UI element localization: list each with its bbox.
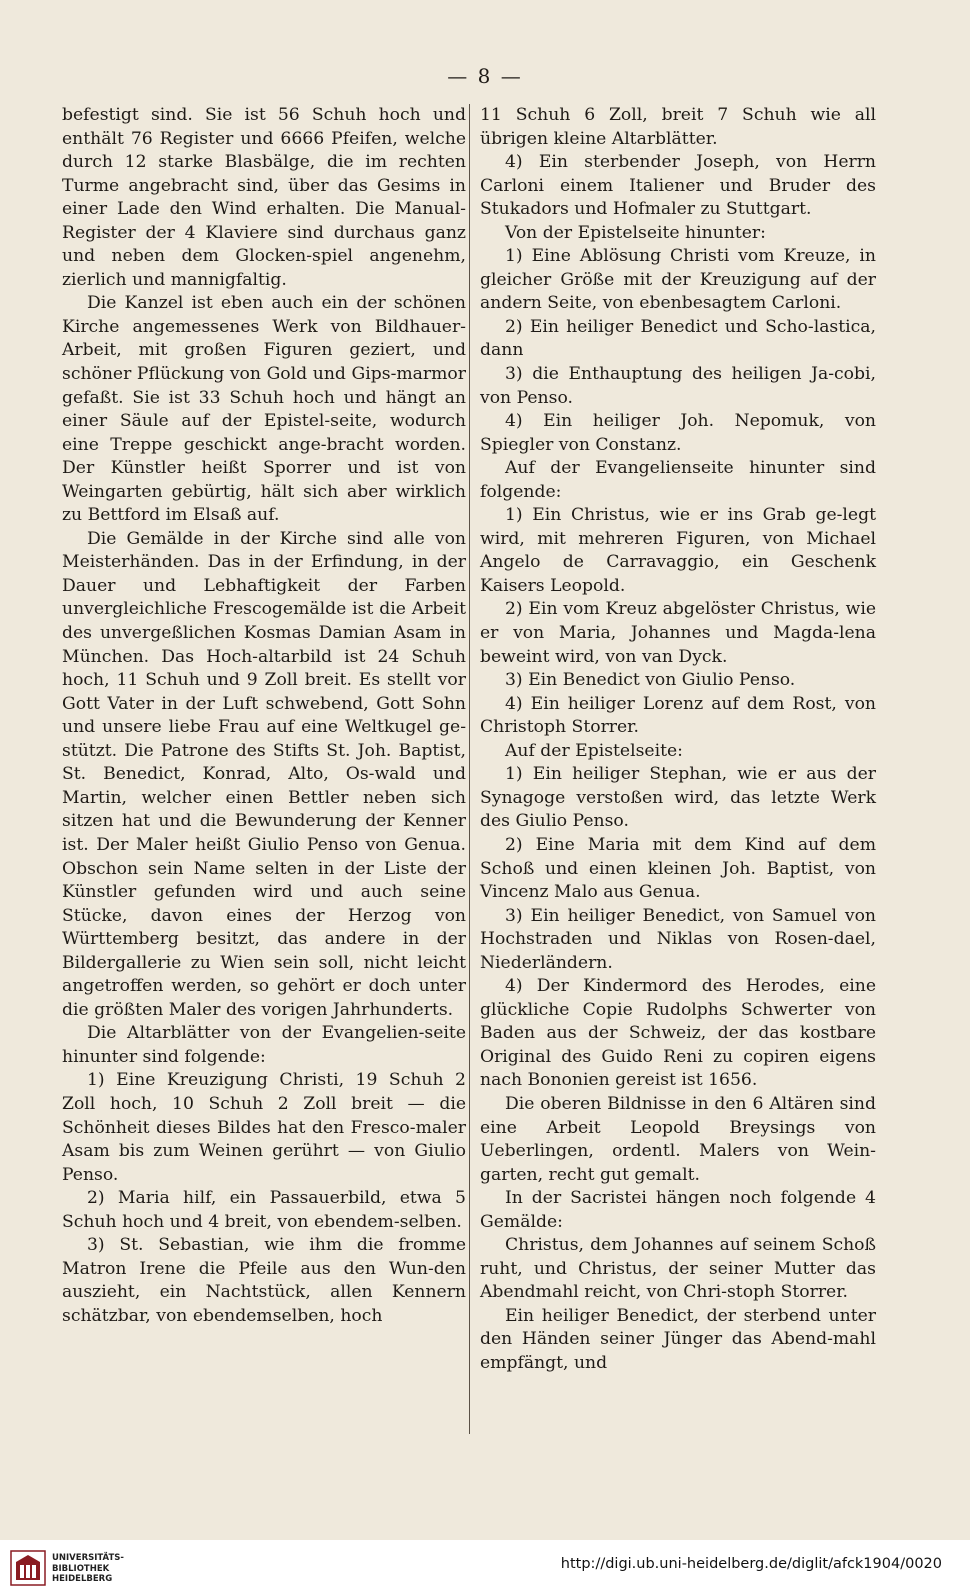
paragraph: 4) Ein heiliger Lorenz auf dem Rost, von Christoph Storrer.: [480, 693, 876, 738]
paragraph: 4) Der Kindermord des Herodes, eine glückliche Copie Rudolphs Schwerter von Baden aus der Schweiz, der das kostbare Original des Guido Reni zu copiren eigens nach Bononien gereist ist 1656.: [480, 976, 876, 1091]
paragraph: 1) Eine Ablösung Christi vom Kreuze, in gleicher Größe mit der Kreuzigung auf der andern Seite, von ebenbesagtem Carloni.: [480, 246, 876, 314]
paragraph: 2) Maria hilf, ein Passauerbild, etwa 5 Schuh hoch und 4 breit, von ebendem-selben.: [62, 1188, 466, 1232]
paragraph: 3) Ein heiliger Benedict, von Samuel von Hochstraden und Niklas von Rosen-dael, Niederländern.: [480, 905, 876, 973]
paragraph: 2) Ein vom Kreuz abgelöster Christus, wie er von Maria, Johannes und Magda-lena beweint wird, von van Dyck.: [480, 599, 876, 667]
paragraph: Christus, dem Johannes auf seinem Schoß ruht, und Christus, der seiner Mutter das Abendmahl reicht, von Chri-stoph Storrer.: [480, 1235, 876, 1303]
paragraph: 1) Eine Kreuzigung Christi, 19 Schuh 2 Zoll hoch, 10 Schuh 2 Zoll breit — die Schönheit dieses Bildes hat den Fresco-maler Asam bis zum Weinen gerührt — von Giulio Penso.: [62, 1070, 466, 1185]
paragraph: befestigt sind. Sie ist 56 Schuh hoch und enthält 76 Register und 6666 Pfeifen, welche durch 12 starke Blasbälge, die im rechten Turme angebracht sind, über das Gesims in einer Lade den Wind erhalten. Die Manual-Register der 4 Klaviere sind durchaus ganz und neben dem Glocken-spiel angenehm, zierlich und mannigfaltig.: [62, 105, 466, 290]
left-text-column: [62, 104, 466, 1328]
paragraph: 2) Eine Maria mit dem Kind auf dem Schoß und einen kleinen Joh. Baptist, von Vincenz Malo aus Genua.: [480, 834, 876, 903]
page-number: — 8 —: [447, 64, 523, 88]
paragraph: Die Kanzel ist eben auch ein der schönen Kirche angemessenes Werk von Bildhauer-Arbeit, mit großen Figuren geziert, und schöner Pflückung von Gold und Gips-marmor gefaßt. Sie ist 33 Schuh hoch und hängt an einer Säule auf der Epistel-seite, wodurch eine Treppe geschickt ange-bracht worden. Der Künstler heißt Sporrer und ist von Weingarten gebürtig, hält sich aber wirklich zu Bettford im Elsaß auf.: [62, 293, 466, 526]
paragraph: Auf der Evangelienseite hinunter sind folgende:: [480, 458, 876, 502]
paragraph: 1) Ein heiliger Stephan, wie er aus der Synagoge verstoßen wird, das letzte Werk des Giulio Penso.: [480, 764, 876, 832]
source-url-link[interactable]: http://digi.ub.uni-heidelberg.de/diglit/afck1904/0020: [560, 1556, 942, 1572]
paragraph: 4) Ein heiliger Joh. Nepomuk, von Spiegler von Constanz.: [480, 411, 876, 455]
paragraph: Auf der Epistelseite:: [505, 740, 683, 761]
paragraph: 11 Schuh 6 Zoll, breit 7 Schuh wie all übrigen kleine Altarblätter.: [480, 105, 876, 149]
paragraph: 4) Ein sterbender Joseph, von Herrn Carloni einem Italiener und Bruder des Stukadors und Hofmaler zu Stuttgart.: [480, 152, 876, 220]
column-divider: [469, 104, 470, 1434]
paragraph: 3) St. Sebastian, wie ihm die fromme Matron Irene die Pfeile aus den Wun-den auszieht, ein Nachtstück, allen Kennern schätzbar, von ebendemselben, hoch: [62, 1235, 466, 1326]
logo-line-1: UNIVERSITÄTS-: [52, 1553, 124, 1563]
logo-line-3: HEIDELBERG: [52, 1574, 113, 1584]
paragraph: In der Sacristei hängen noch folgende 4 Gemälde:: [480, 1188, 876, 1232]
paragraph: 1) Ein Christus, wie er ins Grab ge-legt wird, mit mehreren Figuren, von Michael Angelo de Carravaggio, ein Geschenk Kaisers Leopold.: [480, 505, 876, 596]
paragraph: 3) die Enthauptung des heiligen Ja-cobi, von Penso.: [480, 364, 876, 408]
paragraph: Von der Epistelseite hinunter:: [505, 222, 766, 243]
paragraph: Die Gemälde in der Kirche sind alle von Meisterhänden. Das in der Erfindung, in der Dauer und Lebhaftigkeit der Farben unvergleichliche Frescogemälde ist die Arbeit des unvergeßlichen Kosmas Damian Asam in München. Das Hoch-altarbild ist 24 Schuh hoch, 11 Schuh und 9 Zoll breit. Es stellt vor Gott Vater in der Luft schwebend, Gott Sohn und unsere liebe Frau auf eine Weltkugel ge-stützt. Die Patrone des Stifts St. Joh. Baptist, St. Benedict, Konrad, Alto, Os-wald und Martin, welcher einen Bettler neben sich sitzen hat und die Bewunderung der Kenner ist. Der Maler heißt Giulio Penso von Genua. Obschon sein Name selten in der Liste der Künstler gefunden wird und auch seine Stücke, davon eines der Herzog von Württemberg besitzt, das andere in der Bildergallerie zu Wien sein soll, nicht leicht angetroffen werden, so gehört er doch unter die größten Maler des vorigen Jahrhunderts.: [62, 528, 466, 1020]
paragraph: 2) Ein heiliger Benedict und Scho-lastica, dann: [480, 316, 876, 361]
right-text-column: [480, 104, 876, 1376]
logo-line-2: BIBLIOTHEK: [52, 1563, 110, 1574]
university-library-logo-icon: [10, 1550, 46, 1586]
paragraph: Ein heiliger Benedict, der sterbend unter den Händen seiner Jünger das Abend-mahl empfängt, und: [480, 1305, 876, 1373]
paragraph: Die Altarblätter von der Evangelien-seite hinunter sind folgende:: [62, 1023, 466, 1067]
paragraph: Die oberen Bildnisse in den 6 Altären sind eine Arbeit Leopold Breysings von Ueberlingen, ordentl. Malers von Wein-garten, recht gut gemalt.: [480, 1093, 876, 1185]
library-logo-text: [52, 1553, 124, 1585]
paragraph: 3) Ein Benedict von Giulio Penso.: [505, 670, 796, 691]
